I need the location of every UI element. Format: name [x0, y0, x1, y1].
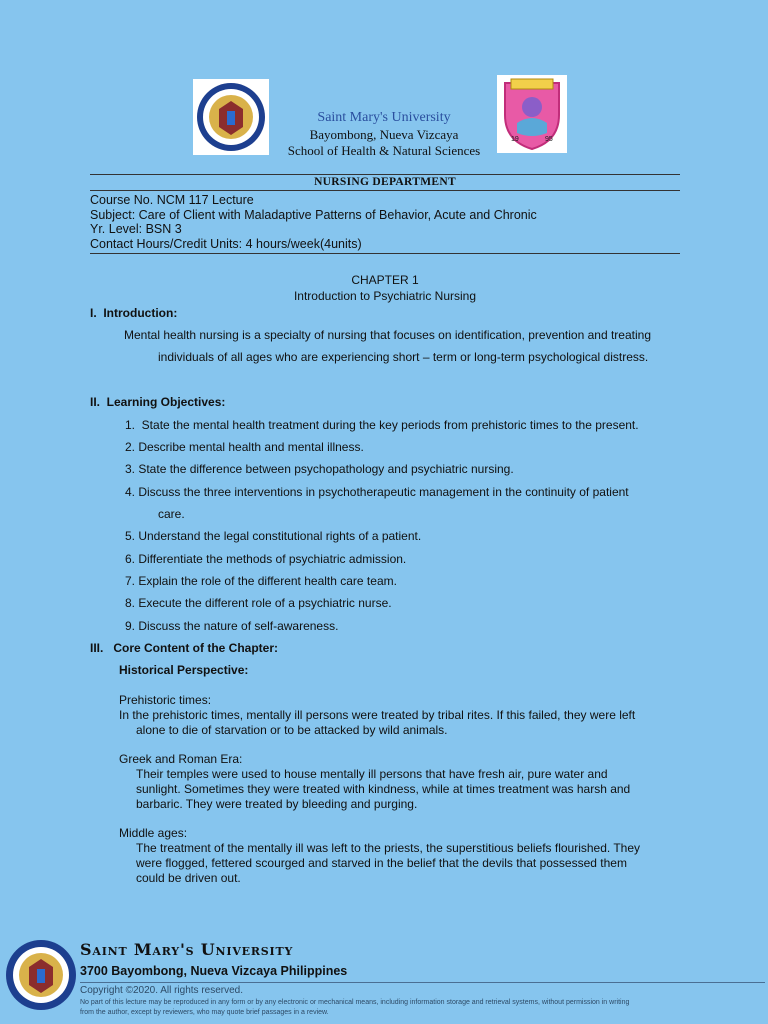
- objective-item: 5. Understand the legal constitutional rights of a patient.: [125, 529, 422, 543]
- footer-notice-line2: from the author, except by reviewers, who may quote brief passages in a review.: [80, 1009, 329, 1016]
- right-logo: [497, 75, 567, 153]
- crest-year-left: 19: [511, 136, 519, 143]
- university-seal-icon: [193, 79, 269, 155]
- header-divider-top: [90, 174, 680, 175]
- nursing-crest-icon: [497, 75, 567, 153]
- header-divider-middle: [90, 190, 680, 191]
- objective-item: 6. Differentiate the methods of psychiatric admission.: [125, 552, 407, 566]
- course-level: Yr. Level: BSN 3: [90, 222, 182, 236]
- greek-roman-label: Greek and Roman Era:: [119, 752, 243, 766]
- objective-item: 3. State the difference between psychopathology and psychiatric nursing.: [125, 462, 514, 476]
- left-logo: [193, 79, 269, 155]
- footer-divider: [80, 982, 765, 983]
- objectives-heading: II. Learning Objectives:: [90, 395, 226, 409]
- footer-address: 3700 Bayombong, Nueva Vizcaya Philippines: [80, 964, 348, 978]
- objective-item: 2. Describe mental health and mental illness.: [125, 440, 364, 454]
- middle-ages-text-line1: The treatment of the mentally ill was left to the priests, the superstitious beliefs flourished. They: [136, 841, 641, 855]
- greek-roman-text-line3: barbaric. They were treated by bleeding and purging.: [136, 797, 418, 811]
- header-divider-bottom: [90, 253, 680, 254]
- course-subject: Subject: Care of Client with Maladaptive Patterns of Behavior, Acute and Chronic: [90, 208, 537, 222]
- objective-item: 1. State the mental health treatment during the key periods from prehistoric times to the present.: [125, 418, 639, 432]
- greek-roman-text-line1: Their temples were used to house mentally ill persons that have fresh air, pure water and: [136, 767, 608, 781]
- prehistoric-label: Prehistoric times:: [119, 693, 212, 707]
- objective-item: 9. Discuss the nature of self-awareness.: [125, 619, 339, 633]
- intro-heading: I. Introduction:: [90, 306, 178, 320]
- university-location: Bayombong, Nueva Vizcaya: [309, 127, 459, 142]
- course-hours: Contact Hours/Credit Units: 4 hours/week(4units): [90, 237, 362, 251]
- university-title: Saint Mary's University: [317, 110, 451, 125]
- school-name: School of Health & Natural Sciences: [287, 143, 481, 158]
- department-title: NURSING DEPARTMENT: [314, 176, 456, 188]
- intro-text-line1: Mental health nursing is a specialty of nursing that focuses on identification, prevention and treating: [124, 328, 651, 342]
- objective-item-continuation: care.: [158, 507, 185, 521]
- middle-ages-text-line2: were flogged, fettered scourged and starved in the belief that the devils that possessed them: [136, 856, 627, 870]
- prehistoric-text-line1: In the prehistoric times, mentally ill persons were treated by tribal rites. If this failed, they were left: [119, 708, 636, 722]
- objective-item: 4. Discuss the three interventions in psychotherapeutic management in the continuity of patient: [125, 485, 629, 499]
- middle-ages-label: Middle ages:: [119, 826, 188, 840]
- middle-ages-text-line3: could be driven out.: [136, 871, 241, 885]
- course-number: Course No. NCM 117 Lecture: [90, 193, 254, 207]
- chapter-title: Introduction to Psychiatric Nursing: [293, 289, 477, 303]
- crest-year-right: 95: [545, 136, 553, 143]
- footer-logo: [4, 938, 78, 1012]
- university-seal-icon: [4, 938, 78, 1012]
- prehistoric-text-line2: alone to die of starvation or to be attacked by wild animals.: [136, 723, 448, 737]
- footer-copyright: Copyright ©2020. All rights reserved.: [80, 985, 244, 996]
- core-heading: III. Core Content of the Chapter:: [90, 641, 278, 655]
- objective-item: 8. Execute the different role of a psychiatric nurse.: [125, 596, 392, 610]
- objective-item: 7. Explain the role of the different health care team.: [125, 574, 397, 588]
- footer-university: Saint Mary's University: [80, 940, 294, 959]
- chapter-label: CHAPTER 1: [351, 273, 419, 287]
- footer-notice-line1: No part of this lecture may be reproduced in any form or by any electronic or mechanical means, including information storage and retrieval systems, without permission in writing: [80, 999, 630, 1006]
- historical-perspective-heading: Historical Perspective:: [119, 663, 249, 677]
- intro-text-line2: individuals of all ages who are experiencing short – term or long-term psychological distress.: [158, 350, 649, 364]
- greek-roman-text-line2: sunlight. Sometimes they were treated with kindness, while at times treatment was harsh and: [136, 782, 631, 796]
